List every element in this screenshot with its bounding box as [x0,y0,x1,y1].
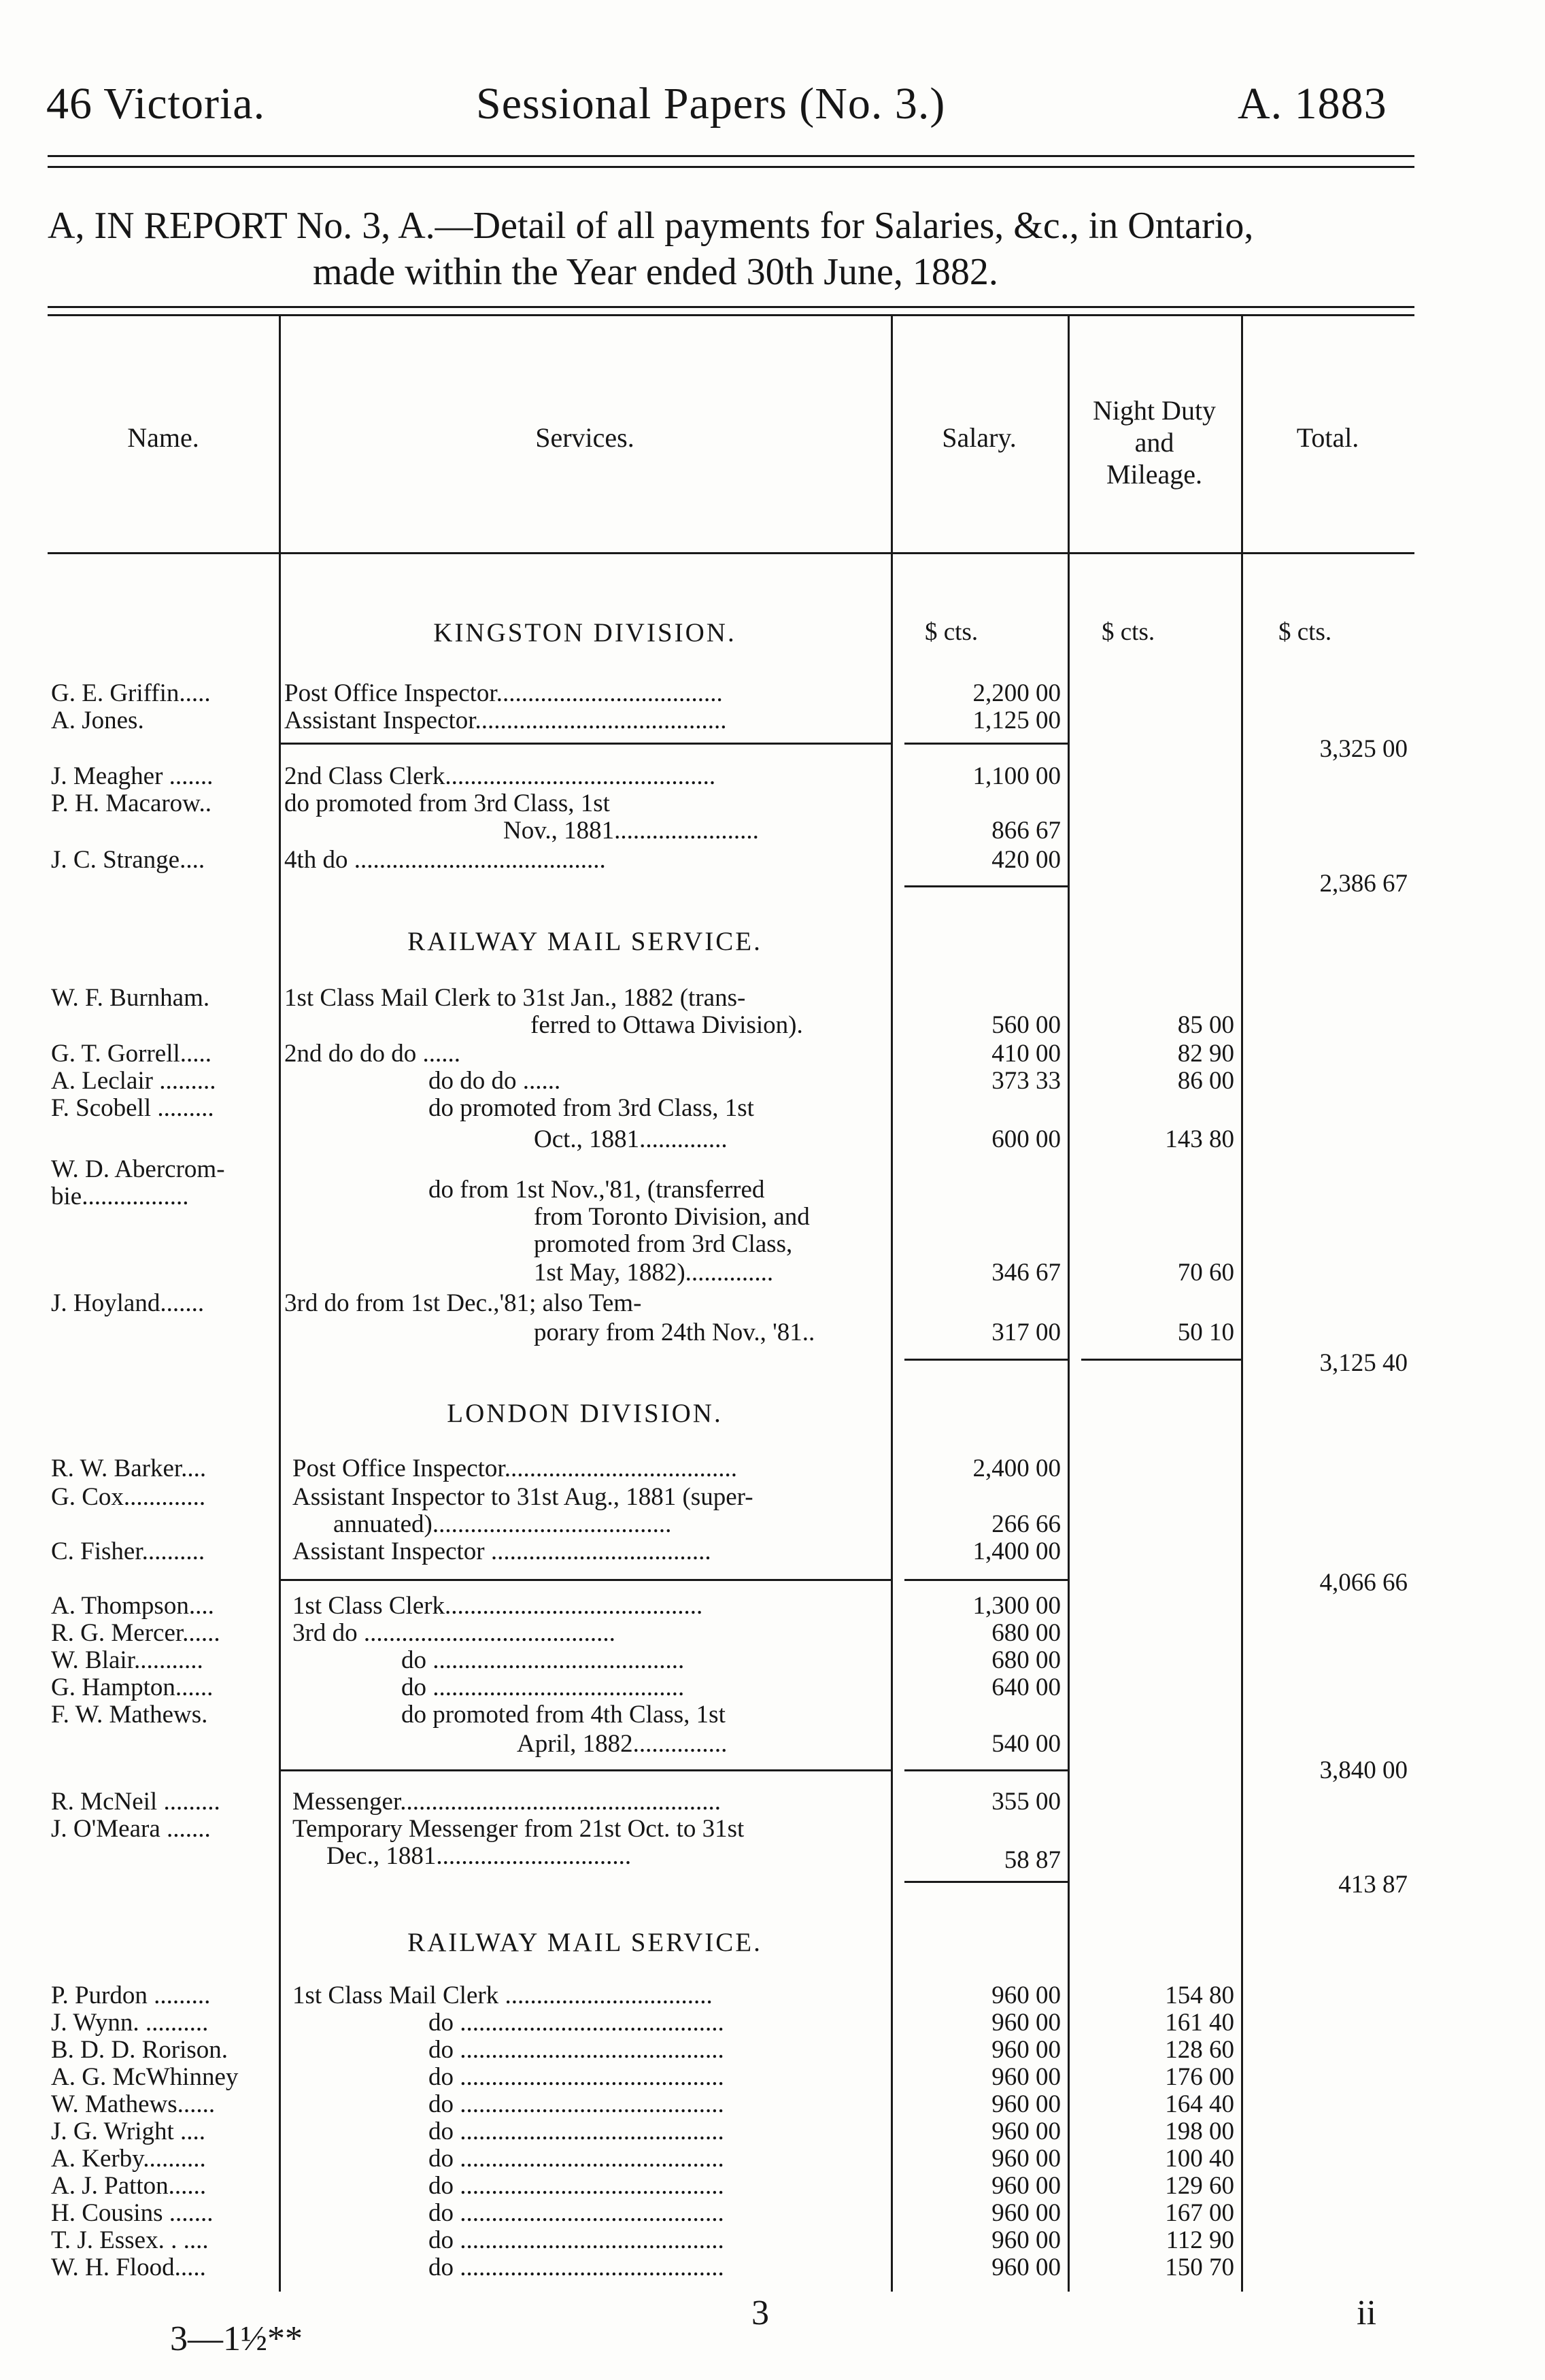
row-service: ferred to Ottawa Division). [530,1011,803,1039]
row-service: do .......................................... [428,2063,724,2091]
row-night-duty: 176 00 [1165,2063,1234,2091]
row-service: promoted from 3rd Class, [534,1230,793,1258]
section-total: 2,386 67 [1319,870,1408,898]
row-salary: 1,100 00 [972,762,1061,790]
row-service: Oct., 1881.............. [534,1125,728,1153]
row-salary: 960 00 [991,2199,1061,2227]
footer-sheet-mark: ii [1357,2294,1376,2332]
row-salary: 680 00 [991,1646,1061,1674]
row-name: W. H. Flood..... [51,2254,206,2281]
row-name: G. Hampton...... [51,1673,214,1701]
row-name: A. J. Patton...... [51,2172,207,2200]
row-service: Post Office Inspector..................................... [292,1455,737,1482]
row-name: A. Jones. [51,707,144,734]
unit-total: $ cts. [1278,618,1332,646]
row-service: do ........................................ [401,1646,685,1674]
section-total: 3,840 00 [1319,1756,1408,1784]
row-service: Assistant Inspector to 31st Aug., 1881 (super- [292,1483,753,1511]
row-service: do .......................................... [428,2090,724,2118]
column-line-night [1241,316,1243,2292]
row-name: F. W. Mathews. [51,1701,208,1729]
row-name: bie................. [51,1183,189,1210]
row-night-duty: 161 40 [1165,2009,1234,2037]
row-salary: 540 00 [991,1730,1061,1758]
row-salary: 960 00 [991,2118,1061,2145]
row-night-duty: 150 70 [1165,2254,1234,2281]
night-duty-line-2: and [1134,427,1174,458]
section-total: 3,125 40 [1319,1349,1408,1377]
row-service: do .......................................... [428,2118,724,2145]
row-name: J. Meagher ....... [51,762,214,790]
subtotal-rule [904,1359,1068,1361]
night-duty-line-3: Mileage. [1106,459,1203,490]
row-salary: 266 66 [991,1510,1061,1538]
row-service: 4th do ........................................ [284,846,606,874]
column-line-salary [1068,316,1070,2292]
row-service: do .......................................... [428,2009,724,2037]
report-title-line-2: made within the Year ended 30th June, 1882. [313,251,998,293]
row-salary: 1,300 00 [972,1592,1061,1620]
header-year: A. 1883 [1238,79,1387,129]
row-service: do promoted from 3rd Class, 1st [428,1094,754,1122]
row-salary: 2,400 00 [972,1455,1061,1482]
row-service: Assistant Inspector........................................ [284,707,727,734]
header-volume: 46 Victoria. [46,79,266,129]
row-night-duty: 198 00 [1165,2118,1234,2145]
row-service: do .......................................... [428,2172,724,2200]
row-service: Messenger................................................... [292,1788,721,1816]
row-separator [279,1579,891,1581]
section-london-division: LONDON DIVISION. [447,1399,723,1428]
row-name: W. Blair........... [51,1646,203,1674]
night-duty-line-1: Night Duty [1092,395,1217,426]
column-line-services [891,316,893,2292]
row-service: 1st May, 1882).............. [534,1259,774,1287]
row-service: Post Office Inspector.................................... [284,679,723,707]
row-name: W. F. Burnham. [51,984,210,1012]
row-night-duty: 82 90 [1177,1040,1234,1068]
subtotal-rule [904,885,1068,887]
column-header-night-duty [1068,394,1241,491]
row-service: porary from 24th Nov., '81.. [534,1319,815,1346]
row-service: from Toronto Division, and [534,1203,810,1231]
row-salary: 560 00 [991,1011,1061,1039]
header-rule-top [48,155,1414,157]
section-railway-mail-service-london: RAILWAY MAIL SERVICE. [407,1928,762,1957]
row-service: 1st Class Mail Clerk to 31st Jan., 1882 (trans- [284,984,746,1012]
row-service: do from 1st Nov.,'81, (transferred [428,1176,765,1204]
row-name: G. E. Griffin..... [51,679,211,707]
row-service: 1st Class Clerk......................................... [292,1592,703,1620]
row-night-duty: 85 00 [1177,1011,1234,1039]
row-name: W. D. Abercrom- [51,1155,225,1183]
row-salary: 1,400 00 [972,1537,1061,1565]
unit-night: $ cts. [1102,618,1155,646]
column-header-services: Services. [535,422,634,453]
row-salary: 960 00 [991,2226,1061,2254]
row-salary: 960 00 [991,2009,1061,2037]
subtotal-rule [904,1881,1068,1883]
row-name: J. G. Wright .... [51,2118,206,2145]
footer-signature: 3—1½** [170,2319,303,2358]
row-name: G. T. Gorrell..... [51,1040,212,1068]
row-service: 2nd do do do ...... [284,1040,460,1068]
row-service: 3rd do ........................................ [292,1619,615,1647]
row-name: P. Purdon ......... [51,1982,211,2009]
row-name: P. H. Macarow.. [51,789,212,817]
subtotal-rule [904,1579,1068,1581]
column-header-salary: Salary. [942,422,1017,453]
subtotal-rule [1081,1359,1241,1361]
column-header-rule [48,552,1414,554]
subtotal-rule [904,1769,1068,1771]
row-name: A. Kerby.......... [51,2145,206,2173]
section-kingston-division: KINGSTON DIVISION. [433,618,736,647]
column-header-name: Name. [127,422,199,453]
title-rule-bottom [48,314,1414,316]
row-name: R. W. Barker.... [51,1455,207,1482]
row-service: Dec., 1881............................... [326,1842,632,1870]
report-title-line-1: A, IN REPORT No. 3, A.—Detail of all payments for Salaries, &c., in Ontario, [48,205,1254,247]
row-service: do promoted from 4th Class, 1st [401,1701,726,1729]
row-service: do .......................................... [428,2145,724,2173]
row-name: F. Scobell ......... [51,1094,214,1122]
row-salary: 960 00 [991,2172,1061,2200]
row-service: do ........................................ [401,1673,685,1701]
row-service: do .......................................... [428,2254,724,2281]
section-total: 4,066 66 [1319,1569,1408,1597]
row-service: do promoted from 3rd Class, 1st [284,789,610,817]
row-night-duty: 143 80 [1165,1125,1234,1153]
section-total: 3,325 00 [1319,735,1408,763]
row-name: R. G. Mercer...... [51,1619,220,1647]
row-night-duty: 167 00 [1165,2199,1234,2227]
section-railway-mail-service: RAILWAY MAIL SERVICE. [407,927,762,956]
row-separator [279,1769,891,1771]
row-night-duty: 128 60 [1165,2036,1234,2064]
row-salary: 960 00 [991,2063,1061,2091]
row-night-duty: 164 40 [1165,2090,1234,2118]
column-line-name [279,316,281,2292]
row-name: J. O'Meara ....... [51,1815,211,1843]
row-name: J. C. Strange.... [51,846,205,874]
row-salary: 317 00 [991,1319,1061,1346]
row-salary: 960 00 [991,2036,1061,2064]
row-salary: 960 00 [991,2090,1061,2118]
subtotal-rule [904,743,1068,745]
row-salary: 373 33 [991,1067,1061,1095]
row-night-duty: 70 60 [1177,1259,1234,1287]
row-service: April, 1882............... [517,1730,728,1758]
row-service: Nov., 1881....................... [503,817,759,845]
row-name: B. D. D. Rorison. [51,2036,228,2064]
row-name: C. Fisher.......... [51,1537,205,1565]
row-name: A. Leclair ......... [51,1067,216,1095]
row-name: W. Mathews...... [51,2090,216,2118]
row-name: H. Cousins ....... [51,2199,214,2227]
row-night-duty: 154 80 [1165,1982,1234,2009]
row-name: A. Thompson.... [51,1592,214,1620]
row-night-duty: 112 90 [1166,2226,1234,2254]
row-salary: 960 00 [991,2145,1061,2173]
row-name: J. Wynn. .......... [51,2009,209,2037]
footer-page-number: 3 [751,2294,769,2332]
header-rule-bottom [48,166,1414,168]
column-header-total: Total. [1296,422,1359,453]
section-total: 413 87 [1338,1871,1408,1899]
row-night-duty: 86 00 [1177,1067,1234,1095]
row-night-duty: 50 10 [1177,1319,1234,1346]
row-separator [279,743,891,745]
row-service: do .......................................... [428,2199,724,2227]
row-service: Temporary Messenger from 21st Oct. to 31st [292,1815,745,1843]
row-night-duty: 100 40 [1165,2145,1234,2173]
row-salary: 960 00 [991,1982,1061,2009]
row-service: do do do ...... [428,1067,561,1095]
row-salary: 58 87 [1004,1846,1061,1874]
row-salary: 680 00 [991,1619,1061,1647]
row-salary: 346 67 [991,1259,1061,1287]
row-salary: 1,125 00 [972,707,1061,734]
header-series: Sessional Papers (No. 3.) [476,79,946,129]
row-service: annuated)...................................... [333,1510,672,1538]
row-salary: 640 00 [991,1673,1061,1701]
row-salary: 960 00 [991,2254,1061,2281]
row-salary: 355 00 [991,1788,1061,1816]
row-night-duty: 129 60 [1165,2172,1234,2200]
row-salary: 600 00 [991,1125,1061,1153]
row-name: A. G. McWhinney [51,2063,239,2091]
row-service: Assistant Inspector ................................... [292,1537,711,1565]
row-salary: 866 67 [991,817,1061,845]
unit-salary: $ cts. [925,618,979,646]
row-name: J. Hoyland....... [51,1289,205,1317]
row-salary: 2,200 00 [972,679,1061,707]
row-service: 1st Class Mail Clerk ................................. [292,1982,713,2009]
row-service: do .......................................... [428,2226,724,2254]
row-service: do .......................................... [428,2036,724,2064]
row-name: T. J. Essex. . .... [51,2226,209,2254]
row-name: G. Cox............. [51,1483,206,1511]
title-rule-top [48,306,1414,308]
row-name: R. McNeil ......... [51,1788,220,1816]
row-salary: 410 00 [991,1040,1061,1068]
row-service: 3rd do from 1st Dec.,'81; also Tem- [284,1289,642,1317]
row-service: 2nd Class Clerk........................................... [284,762,716,790]
row-salary: 420 00 [991,846,1061,874]
